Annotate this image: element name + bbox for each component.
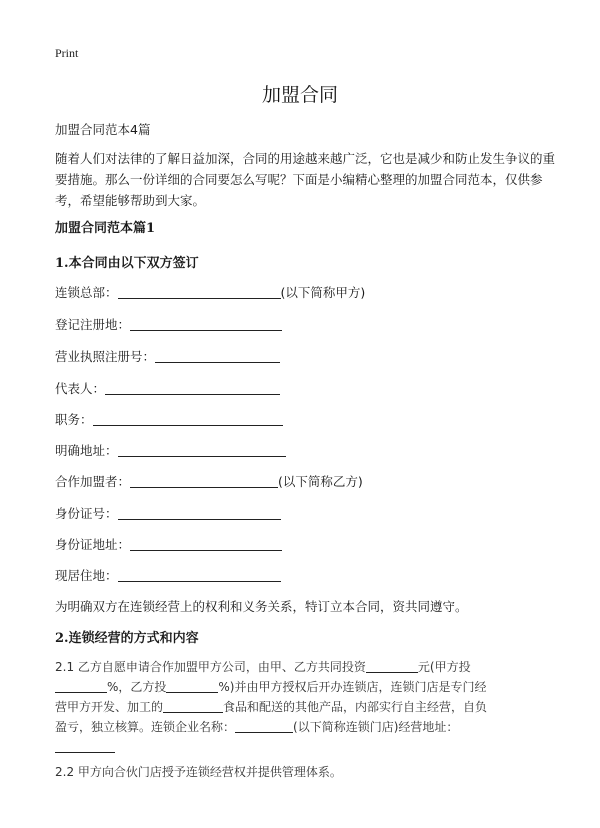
field-label: 登记注册地： [55,317,131,332]
document-title: 加盟合同 [261,84,338,106]
clause-2-1-line [55,657,471,677]
field-label: 明确地址： [55,443,118,458]
field-representative [55,379,280,397]
field-residence [55,566,281,584]
field-franchisee [55,472,363,490]
purpose-statement: 为明确双方在连锁经营上的权利和义务关系，特订立本合同，资共同遵守。 [55,599,468,614]
clause-text: 营甲方开发、加工的 [55,700,164,714]
clause-2-1-line [55,717,458,737]
clause-text: %)并由甲方授权后开办连锁店，连锁门店是专门经 [218,680,487,694]
clause-2-1-line [55,697,487,717]
blank-line[interactable] [130,536,282,551]
field-suffix: (以下简称乙方) [278,474,363,489]
blank-line[interactable] [163,698,223,713]
section-title: 加盟合同范本篇1 [55,221,156,236]
field-chain-hq [55,283,365,301]
clause-text: 食品和配送的其他产品，内部实行自主经营，自负 [223,700,488,714]
heading-chain-operation: 2.连锁经营的方式和内容 [55,631,199,646]
field-address [55,441,286,459]
document-subtitle: 加盟合同范本4篇 [55,122,151,137]
blank-line[interactable] [166,678,218,693]
field-id-number [55,504,281,522]
field-label: 合作加盟者： [55,474,131,489]
clause-text: 2.1 乙方自愿申请合作加盟甲方公司，由甲、乙方共同投资 [55,660,366,674]
blank-line[interactable] [118,567,281,582]
blank-line[interactable] [55,678,107,693]
intro-paragraph: 随着人们对法律的了解日益加深，合同的用途越来越广泛，它也是减少和防止发生争议的重要措施。那么一份详细的合同要怎么写呢？下面是小编精心整理的加盟合同范本，仅供参考，希望能够帮助到大家。 [55,151,556,208]
field-label: 营业执照注册号： [55,349,156,364]
blank-line[interactable] [130,316,282,331]
blank-line[interactable] [118,442,286,457]
field-label: 身份证地址： [55,537,131,552]
blank-line[interactable] [235,718,293,733]
blank-line[interactable] [118,284,281,299]
field-position [55,410,283,428]
blank-line[interactable] [155,348,280,363]
blank-line[interactable] [93,411,283,426]
clause-text: %，乙方投 [107,680,167,694]
clause-text: (以下简称连锁门店)经营地址： [293,720,459,734]
field-suffix: (以下简称甲方) [280,285,366,300]
field-label: 现居住地： [55,568,118,583]
field-label: 连锁总部： [55,285,118,300]
field-label: 职务： [55,412,93,427]
blank-line[interactable] [118,505,281,520]
blank-line[interactable] [105,380,280,395]
blank-line[interactable] [130,473,278,488]
blank-line[interactable] [366,658,418,673]
field-label: 代表人： [55,381,106,396]
clause-text: 元(甲方投 [417,660,471,674]
field-license-number [55,347,280,365]
blank-line[interactable] [55,738,115,753]
field-label: 身份证号： [55,506,118,521]
heading-parties: 1.本合同由以下双方签订 [55,256,199,271]
field-registered-place [55,315,282,333]
field-id-address [55,535,282,553]
clause-2-1-line [55,737,115,757]
print-label[interactable]: Print [55,46,79,60]
clause-2-2: 2.2 甲方向合伙门店授予连锁经营权并提供管理体系。 [55,765,342,779]
clause-text: 盈亏，独立核算。连锁企业名称： [55,720,236,734]
clause-2-1-line [55,677,487,697]
